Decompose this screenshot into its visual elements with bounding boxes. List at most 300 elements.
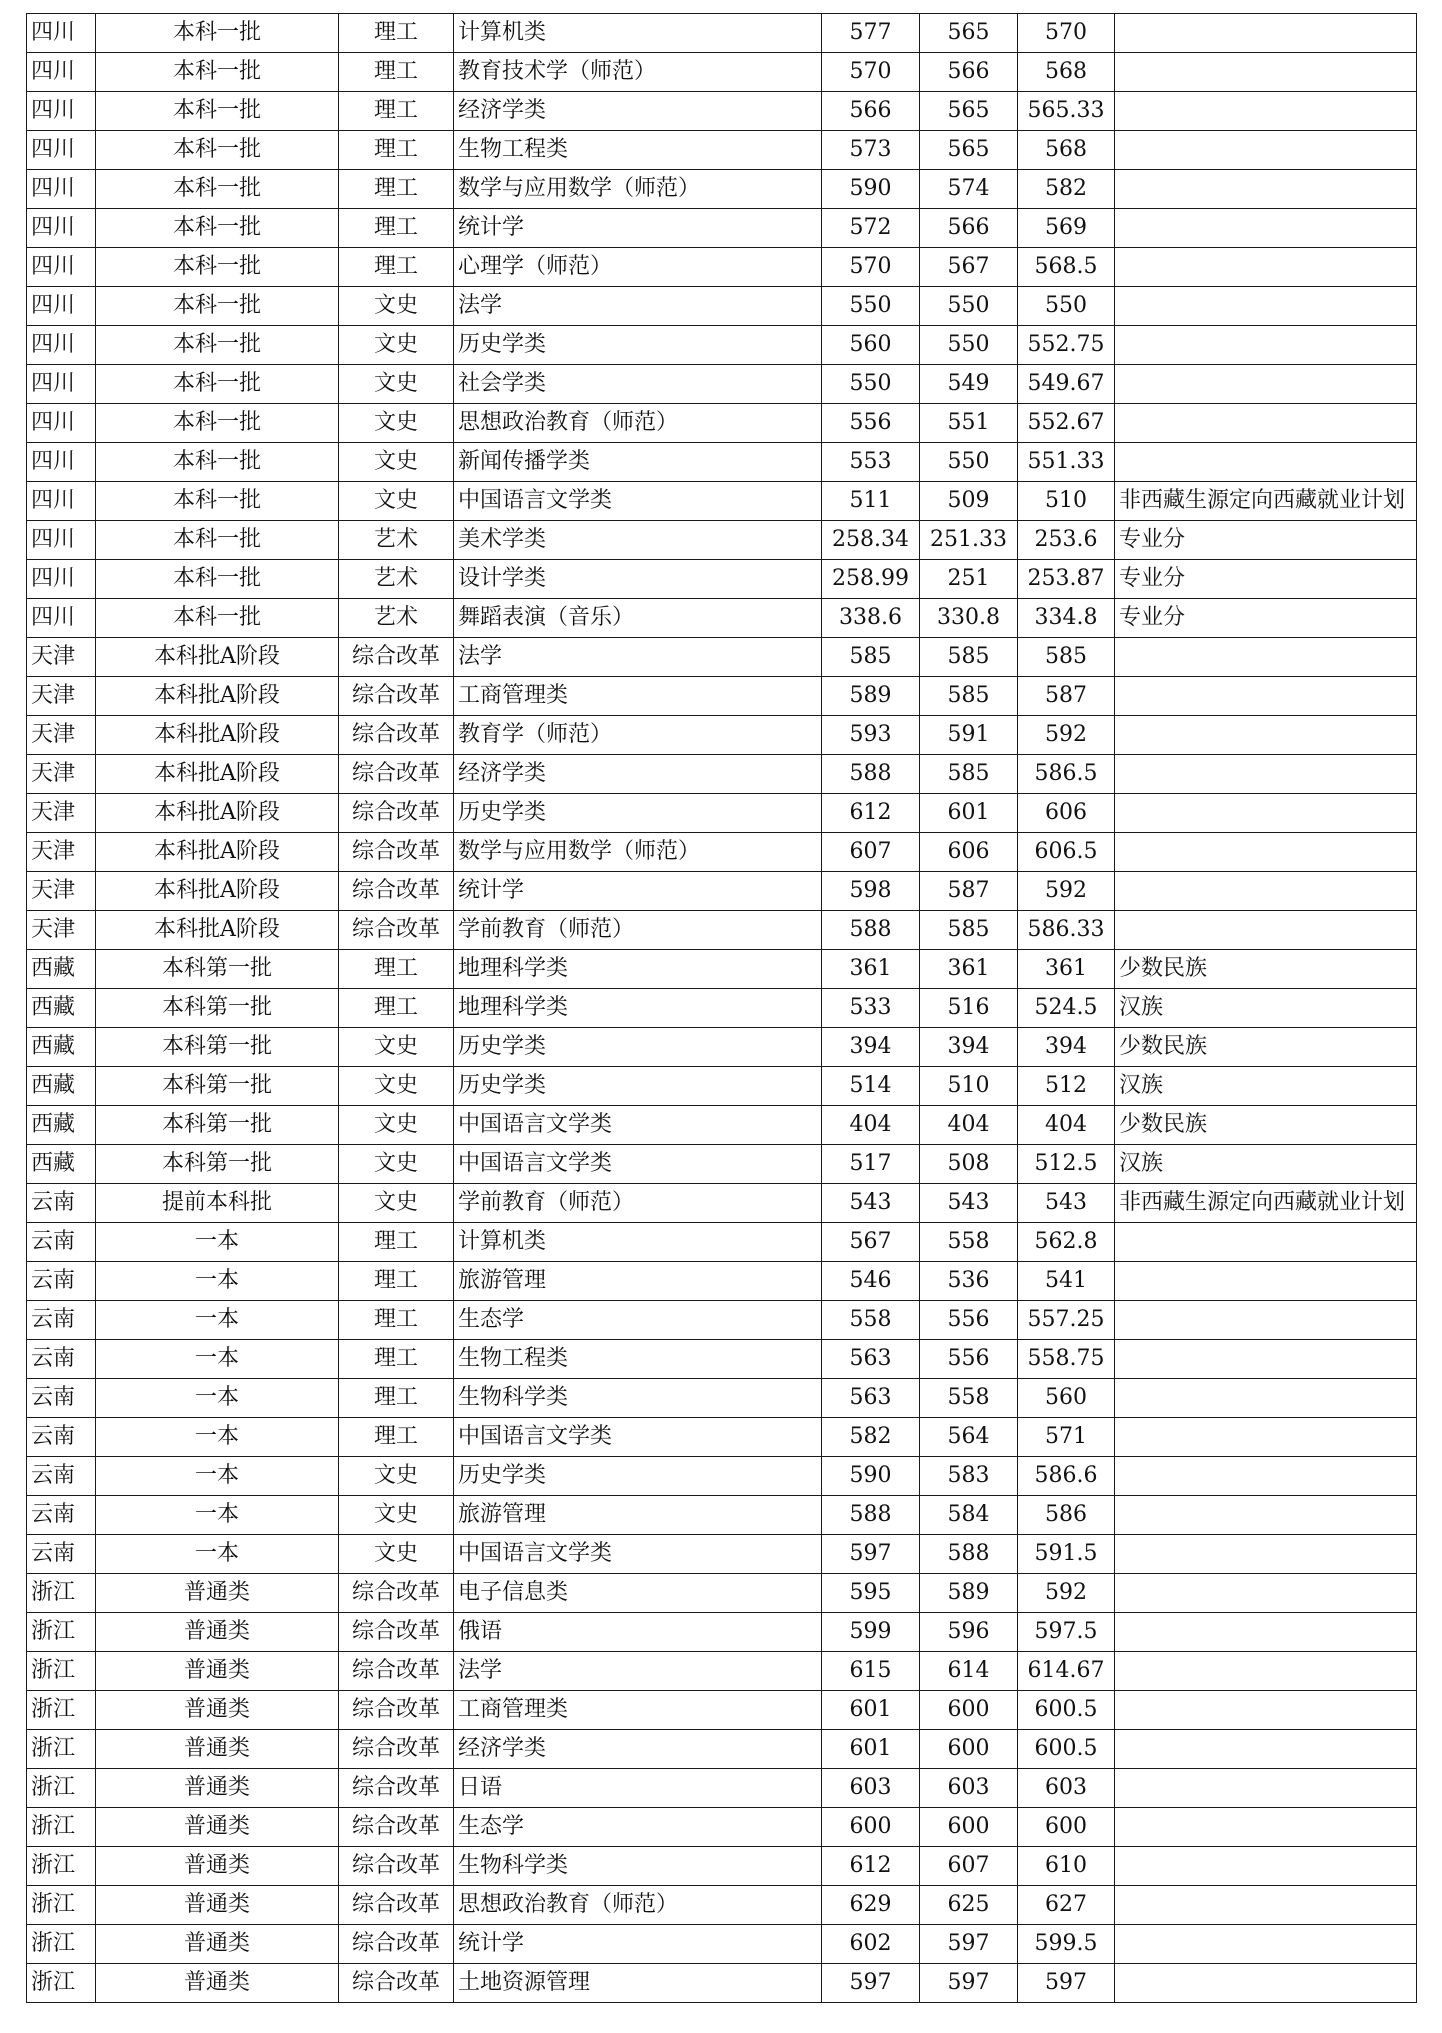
table-row: [27, 716, 1417, 755]
avg-score-cell: 571: [1018, 1418, 1115, 1457]
batch-cell: 普通类: [96, 1613, 339, 1652]
category-cell: 综合改革: [339, 1964, 454, 2003]
major-cell: 经济学类: [454, 92, 822, 131]
table-body: [27, 14, 1417, 2003]
batch-cell: 一本: [96, 1418, 339, 1457]
avg-score-cell: 551.33: [1018, 443, 1115, 482]
category-cell: 综合改革: [339, 1652, 454, 1691]
batch-cell: 本科批A阶段: [96, 833, 339, 872]
category-cell: 综合改革: [339, 1886, 454, 1925]
major-cell: 旅游管理: [454, 1262, 822, 1301]
batch-cell: 本科批A阶段: [96, 794, 339, 833]
avg-score-cell: 510: [1018, 482, 1115, 521]
province-cell: 浙江: [27, 1691, 96, 1730]
max-score-cell: 543: [822, 1184, 920, 1223]
major-cell: 统计学: [454, 872, 822, 911]
max-score-cell: 598: [822, 872, 920, 911]
min-score-cell: 625: [920, 1886, 1018, 1925]
table-row: [27, 365, 1417, 404]
table-row: [27, 1652, 1417, 1691]
province-cell: 浙江: [27, 1574, 96, 1613]
major-cell: 地理科学类: [454, 989, 822, 1028]
avg-score-cell: 614.67: [1018, 1652, 1115, 1691]
batch-cell: 本科一批: [96, 92, 339, 131]
major-cell: 中国语言文学类: [454, 1535, 822, 1574]
min-score-cell: 549: [920, 365, 1018, 404]
min-score-cell: 509: [920, 482, 1018, 521]
major-cell: 数学与应用数学（师范）: [454, 170, 822, 209]
min-score-cell: 567: [920, 248, 1018, 287]
min-score-cell: 565: [920, 14, 1018, 53]
avg-score-cell: 569: [1018, 209, 1115, 248]
category-cell: 理工: [339, 131, 454, 170]
table-row: [27, 1457, 1417, 1496]
province-cell: 四川: [27, 287, 96, 326]
category-cell: 理工: [339, 1340, 454, 1379]
note-cell: [1115, 1964, 1417, 2003]
province-cell: 四川: [27, 599, 96, 638]
min-score-cell: 574: [920, 170, 1018, 209]
province-cell: 天津: [27, 638, 96, 677]
note-cell: [1115, 1652, 1417, 1691]
province-cell: 浙江: [27, 1808, 96, 1847]
batch-cell: 本科第一批: [96, 1106, 339, 1145]
min-score-cell: 585: [920, 911, 1018, 950]
province-cell: 西藏: [27, 950, 96, 989]
min-score-cell: 607: [920, 1847, 1018, 1886]
table-row: [27, 248, 1417, 287]
note-cell: 汉族: [1115, 989, 1417, 1028]
major-cell: 生物工程类: [454, 1340, 822, 1379]
table-row: [27, 482, 1417, 521]
batch-cell: 本科一批: [96, 482, 339, 521]
major-cell: 思想政治教育（师范）: [454, 404, 822, 443]
max-score-cell: 602: [822, 1925, 920, 1964]
batch-cell: 本科一批: [96, 131, 339, 170]
avg-score-cell: 592: [1018, 716, 1115, 755]
category-cell: 文史: [339, 287, 454, 326]
category-cell: 综合改革: [339, 911, 454, 950]
category-cell: 理工: [339, 248, 454, 287]
table-row: [27, 638, 1417, 677]
batch-cell: 一本: [96, 1496, 339, 1535]
major-cell: 地理科学类: [454, 950, 822, 989]
avg-score-cell: 253.6: [1018, 521, 1115, 560]
province-cell: 云南: [27, 1535, 96, 1574]
table-row: [27, 872, 1417, 911]
batch-cell: 本科批A阶段: [96, 638, 339, 677]
min-score-cell: 550: [920, 443, 1018, 482]
table-row: [27, 1223, 1417, 1262]
major-cell: 法学: [454, 638, 822, 677]
province-cell: 四川: [27, 482, 96, 521]
max-score-cell: 394: [822, 1028, 920, 1067]
max-score-cell: 567: [822, 1223, 920, 1262]
min-score-cell: 516: [920, 989, 1018, 1028]
note-cell: [1115, 872, 1417, 911]
province-cell: 四川: [27, 53, 96, 92]
batch-cell: 一本: [96, 1457, 339, 1496]
category-cell: 综合改革: [339, 1574, 454, 1613]
category-cell: 文史: [339, 1028, 454, 1067]
major-cell: 历史学类: [454, 1067, 822, 1106]
major-cell: 心理学（师范）: [454, 248, 822, 287]
min-score-cell: 606: [920, 833, 1018, 872]
max-score-cell: 533: [822, 989, 920, 1028]
province-cell: 西藏: [27, 1028, 96, 1067]
max-score-cell: 597: [822, 1964, 920, 2003]
note-cell: [1115, 131, 1417, 170]
note-cell: [1115, 1457, 1417, 1496]
category-cell: 文史: [339, 1106, 454, 1145]
province-cell: 天津: [27, 716, 96, 755]
min-score-cell: 603: [920, 1769, 1018, 1808]
note-cell: [1115, 755, 1417, 794]
batch-cell: 一本: [96, 1301, 339, 1340]
table-row: [27, 794, 1417, 833]
min-score-cell: 564: [920, 1418, 1018, 1457]
major-cell: 中国语言文学类: [454, 1145, 822, 1184]
batch-cell: 本科第一批: [96, 989, 339, 1028]
note-cell: 少数民族: [1115, 1028, 1417, 1067]
category-cell: 艺术: [339, 521, 454, 560]
note-cell: [1115, 794, 1417, 833]
note-cell: [1115, 1262, 1417, 1301]
major-cell: 生物工程类: [454, 131, 822, 170]
major-cell: 计算机类: [454, 1223, 822, 1262]
batch-cell: 本科一批: [96, 209, 339, 248]
avg-score-cell: 552.75: [1018, 326, 1115, 365]
category-cell: 综合改革: [339, 794, 454, 833]
note-cell: [1115, 1730, 1417, 1769]
max-score-cell: 593: [822, 716, 920, 755]
table-row: [27, 1340, 1417, 1379]
table-row: [27, 1808, 1417, 1847]
avg-score-cell: 592: [1018, 872, 1115, 911]
min-score-cell: 591: [920, 716, 1018, 755]
major-cell: 设计学类: [454, 560, 822, 599]
note-cell: 专业分: [1115, 599, 1417, 638]
max-score-cell: 572: [822, 209, 920, 248]
batch-cell: 普通类: [96, 1925, 339, 1964]
min-score-cell: 508: [920, 1145, 1018, 1184]
max-score-cell: 590: [822, 170, 920, 209]
major-cell: 中国语言文学类: [454, 1418, 822, 1457]
category-cell: 理工: [339, 53, 454, 92]
max-score-cell: 514: [822, 1067, 920, 1106]
table-row: [27, 1028, 1417, 1067]
batch-cell: 提前本科批: [96, 1184, 339, 1223]
max-score-cell: 511: [822, 482, 920, 521]
major-cell: 数学与应用数学（师范）: [454, 833, 822, 872]
category-cell: 综合改革: [339, 1925, 454, 1964]
table-row: [27, 326, 1417, 365]
max-score-cell: 612: [822, 794, 920, 833]
note-cell: [1115, 92, 1417, 131]
min-score-cell: 600: [920, 1730, 1018, 1769]
table-row: [27, 677, 1417, 716]
avg-score-cell: 592: [1018, 1574, 1115, 1613]
category-cell: 综合改革: [339, 1808, 454, 1847]
province-cell: 浙江: [27, 1769, 96, 1808]
table-row: [27, 599, 1417, 638]
min-score-cell: 589: [920, 1574, 1018, 1613]
province-cell: 天津: [27, 677, 96, 716]
batch-cell: 普通类: [96, 1691, 339, 1730]
province-cell: 浙江: [27, 1964, 96, 2003]
table-row: [27, 14, 1417, 53]
note-cell: [1115, 404, 1417, 443]
table-row: [27, 287, 1417, 326]
note-cell: [1115, 287, 1417, 326]
table-row: [27, 1925, 1417, 1964]
batch-cell: 一本: [96, 1535, 339, 1574]
batch-cell: 普通类: [96, 1808, 339, 1847]
category-cell: 综合改革: [339, 638, 454, 677]
avg-score-cell: 600.5: [1018, 1730, 1115, 1769]
category-cell: 理工: [339, 14, 454, 53]
batch-cell: 普通类: [96, 1886, 339, 1925]
category-cell: 文史: [339, 1457, 454, 1496]
avg-score-cell: 586.6: [1018, 1457, 1115, 1496]
major-cell: 中国语言文学类: [454, 1106, 822, 1145]
major-cell: 俄语: [454, 1613, 822, 1652]
note-cell: [1115, 209, 1417, 248]
category-cell: 综合改革: [339, 677, 454, 716]
batch-cell: 本科一批: [96, 365, 339, 404]
major-cell: 经济学类: [454, 1730, 822, 1769]
avg-score-cell: 600: [1018, 1808, 1115, 1847]
max-score-cell: 338.6: [822, 599, 920, 638]
category-cell: 理工: [339, 989, 454, 1028]
table-row: [27, 1262, 1417, 1301]
avg-score-cell: 550: [1018, 287, 1115, 326]
max-score-cell: 558: [822, 1301, 920, 1340]
category-cell: 综合改革: [339, 872, 454, 911]
table-row: [27, 1886, 1417, 1925]
min-score-cell: 585: [920, 677, 1018, 716]
min-score-cell: 551: [920, 404, 1018, 443]
note-cell: [1115, 1418, 1417, 1457]
province-cell: 四川: [27, 521, 96, 560]
avg-score-cell: 591.5: [1018, 1535, 1115, 1574]
max-score-cell: 629: [822, 1886, 920, 1925]
batch-cell: 普通类: [96, 1847, 339, 1886]
max-score-cell: 361: [822, 950, 920, 989]
avg-score-cell: 599.5: [1018, 1925, 1115, 1964]
table-row: [27, 1418, 1417, 1457]
max-score-cell: 588: [822, 911, 920, 950]
province-cell: 云南: [27, 1457, 96, 1496]
max-score-cell: 601: [822, 1691, 920, 1730]
table-row: [27, 1067, 1417, 1106]
province-cell: 四川: [27, 170, 96, 209]
batch-cell: 本科一批: [96, 287, 339, 326]
max-score-cell: 573: [822, 131, 920, 170]
avg-score-cell: 394: [1018, 1028, 1115, 1067]
batch-cell: 本科一批: [96, 170, 339, 209]
category-cell: 综合改革: [339, 755, 454, 794]
note-cell: [1115, 677, 1417, 716]
category-cell: 文史: [339, 1145, 454, 1184]
batch-cell: 本科一批: [96, 326, 339, 365]
max-score-cell: 553: [822, 443, 920, 482]
note-cell: [1115, 1691, 1417, 1730]
major-cell: 生态学: [454, 1808, 822, 1847]
avg-score-cell: 253.87: [1018, 560, 1115, 599]
avg-score-cell: 597.5: [1018, 1613, 1115, 1652]
note-cell: [1115, 911, 1417, 950]
avg-score-cell: 543: [1018, 1184, 1115, 1223]
max-score-cell: 577: [822, 14, 920, 53]
note-cell: [1115, 170, 1417, 209]
avg-score-cell: 557.25: [1018, 1301, 1115, 1340]
max-score-cell: 597: [822, 1535, 920, 1574]
avg-score-cell: 585: [1018, 638, 1115, 677]
max-score-cell: 546: [822, 1262, 920, 1301]
province-cell: 云南: [27, 1496, 96, 1535]
batch-cell: 本科批A阶段: [96, 755, 339, 794]
category-cell: 理工: [339, 1418, 454, 1457]
table-row: [27, 1964, 1417, 2003]
major-cell: 经济学类: [454, 755, 822, 794]
province-cell: 天津: [27, 755, 96, 794]
province-cell: 云南: [27, 1262, 96, 1301]
major-cell: 思想政治教育（师范）: [454, 1886, 822, 1925]
note-cell: [1115, 1340, 1417, 1379]
note-cell: [1115, 638, 1417, 677]
avg-score-cell: 582: [1018, 170, 1115, 209]
note-cell: [1115, 1847, 1417, 1886]
table-row: [27, 1613, 1417, 1652]
major-cell: 日语: [454, 1769, 822, 1808]
note-cell: [1115, 1613, 1417, 1652]
max-score-cell: 550: [822, 287, 920, 326]
max-score-cell: 588: [822, 755, 920, 794]
avg-score-cell: 404: [1018, 1106, 1115, 1145]
major-cell: 电子信息类: [454, 1574, 822, 1613]
min-score-cell: 404: [920, 1106, 1018, 1145]
min-score-cell: 394: [920, 1028, 1018, 1067]
avg-score-cell: 558.75: [1018, 1340, 1115, 1379]
avg-score-cell: 586.5: [1018, 755, 1115, 794]
min-score-cell: 597: [920, 1925, 1018, 1964]
min-score-cell: 597: [920, 1964, 1018, 2003]
major-cell: 舞蹈表演（音乐）: [454, 599, 822, 638]
batch-cell: 本科一批: [96, 53, 339, 92]
table-row: [27, 950, 1417, 989]
category-cell: 理工: [339, 1301, 454, 1340]
max-score-cell: 560: [822, 326, 920, 365]
batch-cell: 本科一批: [96, 404, 339, 443]
note-cell: [1115, 326, 1417, 365]
province-cell: 云南: [27, 1223, 96, 1262]
avg-score-cell: 606: [1018, 794, 1115, 833]
avg-score-cell: 570: [1018, 14, 1115, 53]
note-cell: [1115, 1535, 1417, 1574]
major-cell: 学前教育（师范）: [454, 1184, 822, 1223]
min-score-cell: 614: [920, 1652, 1018, 1691]
min-score-cell: 596: [920, 1613, 1018, 1652]
min-score-cell: 565: [920, 131, 1018, 170]
note-cell: [1115, 1925, 1417, 1964]
avg-score-cell: 541: [1018, 1262, 1115, 1301]
note-cell: 汉族: [1115, 1067, 1417, 1106]
avg-score-cell: 606.5: [1018, 833, 1115, 872]
batch-cell: 普通类: [96, 1730, 339, 1769]
batch-cell: 本科第一批: [96, 1028, 339, 1067]
batch-cell: 一本: [96, 1379, 339, 1418]
max-score-cell: 612: [822, 1847, 920, 1886]
table-row: [27, 209, 1417, 248]
min-score-cell: 601: [920, 794, 1018, 833]
admission-score-table: [26, 13, 1417, 2003]
min-score-cell: 587: [920, 872, 1018, 911]
province-cell: 四川: [27, 131, 96, 170]
avg-score-cell: 565.33: [1018, 92, 1115, 131]
min-score-cell: 600: [920, 1691, 1018, 1730]
max-score-cell: 590: [822, 1457, 920, 1496]
avg-score-cell: 361: [1018, 950, 1115, 989]
max-score-cell: 258.99: [822, 560, 920, 599]
avg-score-cell: 627: [1018, 1886, 1115, 1925]
province-cell: 云南: [27, 1340, 96, 1379]
max-score-cell: 570: [822, 53, 920, 92]
batch-cell: 本科一批: [96, 14, 339, 53]
batch-cell: 本科批A阶段: [96, 716, 339, 755]
max-score-cell: 600: [822, 1808, 920, 1847]
avg-score-cell: 334.8: [1018, 599, 1115, 638]
category-cell: 文史: [339, 1067, 454, 1106]
note-cell: [1115, 1496, 1417, 1535]
note-cell: [1115, 1808, 1417, 1847]
avg-score-cell: 512.5: [1018, 1145, 1115, 1184]
note-cell: [1115, 1379, 1417, 1418]
avg-score-cell: 610: [1018, 1847, 1115, 1886]
min-score-cell: 543: [920, 1184, 1018, 1223]
min-score-cell: 588: [920, 1535, 1018, 1574]
category-cell: 理工: [339, 1262, 454, 1301]
max-score-cell: 563: [822, 1379, 920, 1418]
min-score-cell: 536: [920, 1262, 1018, 1301]
major-cell: 教育学（师范）: [454, 716, 822, 755]
province-cell: 天津: [27, 794, 96, 833]
note-cell: 汉族: [1115, 1145, 1417, 1184]
category-cell: 文史: [339, 1535, 454, 1574]
max-score-cell: 585: [822, 638, 920, 677]
category-cell: 综合改革: [339, 833, 454, 872]
major-cell: 历史学类: [454, 1028, 822, 1067]
category-cell: 文史: [339, 443, 454, 482]
note-cell: [1115, 1886, 1417, 1925]
province-cell: 浙江: [27, 1613, 96, 1652]
min-score-cell: 550: [920, 287, 1018, 326]
province-cell: 云南: [27, 1379, 96, 1418]
batch-cell: 本科一批: [96, 560, 339, 599]
min-score-cell: 361: [920, 950, 1018, 989]
major-cell: 统计学: [454, 1925, 822, 1964]
note-cell: 专业分: [1115, 560, 1417, 599]
max-score-cell: 589: [822, 677, 920, 716]
table-row: [27, 92, 1417, 131]
category-cell: 文史: [339, 482, 454, 521]
table-row: [27, 1769, 1417, 1808]
province-cell: 四川: [27, 365, 96, 404]
province-cell: 云南: [27, 1418, 96, 1457]
province-cell: 浙江: [27, 1886, 96, 1925]
table-row: [27, 170, 1417, 209]
major-cell: 社会学类: [454, 365, 822, 404]
